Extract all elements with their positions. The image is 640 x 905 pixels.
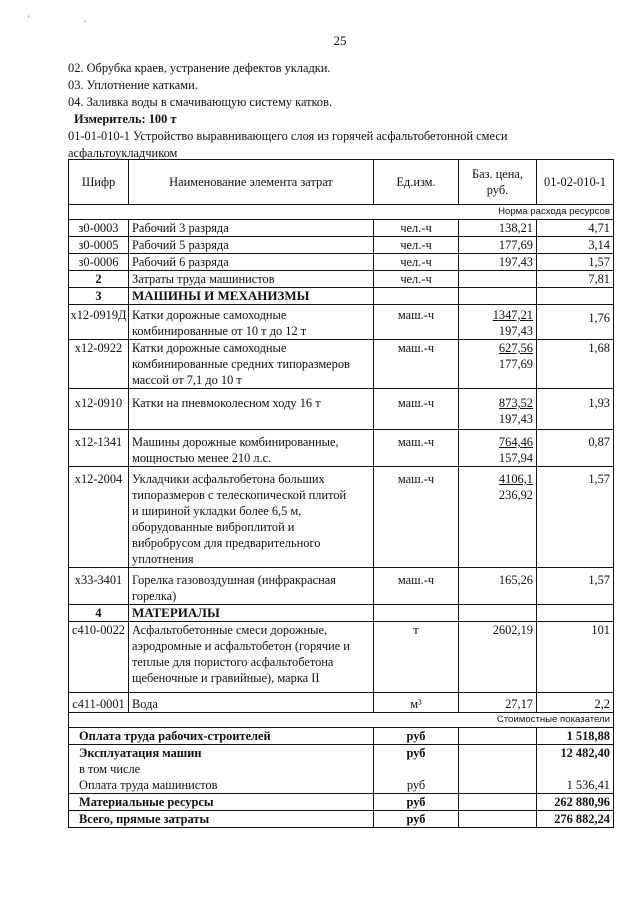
row-name: Рабочий 6 разряда — [129, 254, 374, 271]
table-row — [69, 622, 614, 693]
row-price: 177,69 — [459, 237, 537, 254]
price-machinist: 177,69 — [498, 357, 533, 371]
intro-block — [68, 60, 628, 162]
header-price — [459, 160, 537, 205]
total-unit: руб — [374, 794, 459, 811]
table-row — [69, 693, 614, 713]
section-title: МАТЕРИАЛЫ — [129, 605, 374, 622]
row-code: х33-3401 — [69, 568, 129, 605]
total-empty — [459, 728, 537, 745]
intro-line-1: 02. Обрубка краев, устранение дефектов укладки. — [68, 61, 331, 75]
name-line: теплые для пористого асфальтобетона — [132, 655, 334, 669]
machines-section-row — [69, 288, 614, 305]
row-value: 1,57 — [537, 254, 614, 271]
name-line: типоразмеров с телескопической плитой — [132, 488, 347, 502]
total-label: Оплата труда рабочих-строителей — [69, 728, 374, 745]
total-unit — [374, 761, 459, 777]
row-value: 2,2 — [537, 693, 614, 713]
page-number: 25 — [333, 33, 347, 48]
total-row — [69, 745, 614, 762]
intro-line-3: 04. Заливка воды в смачивающую систему катков. — [68, 95, 333, 109]
name-line: вибробрусом для предварительного — [132, 536, 321, 550]
row-value: 1,57 — [537, 467, 614, 568]
row-name — [129, 568, 374, 605]
row-price — [459, 271, 537, 288]
name-line: комбинированные средних типоразмеров — [132, 357, 350, 371]
row-code: с410-0022 — [69, 622, 129, 693]
total-unit: руб — [374, 728, 459, 745]
name-line: Горелка газовоздушная (инфракрасная — [132, 573, 336, 587]
row-name: Затраты труда машинистов — [129, 271, 374, 288]
header-name: Наименование элемента затрат — [129, 160, 374, 205]
row-code: з0-0003 — [69, 220, 129, 237]
row-price: 165,26 — [459, 568, 537, 605]
table-row — [69, 237, 614, 254]
row-code: х12-0922 — [69, 340, 129, 389]
intro-line-2: 03. Уплотнение катками. — [68, 78, 198, 92]
row-value: 1,93 — [537, 389, 614, 430]
total-unit: руб — [374, 745, 459, 762]
total-label: в том числе — [69, 761, 374, 777]
row-value: 0,87 — [537, 430, 614, 467]
row-code: х12-0919Д — [69, 305, 129, 340]
code-title: 01-01-010-1 Устройство выравнивающего слоя из горячей асфальтобетонной смеси — [68, 129, 508, 143]
name-line: Асфальтобетонные смеси дорожные, — [132, 623, 328, 637]
row-unit: т — [374, 622, 459, 693]
header-norm: 01-02-010-1 — [537, 160, 614, 205]
section-code: 4 — [69, 605, 129, 622]
price-machinist: 197,43 — [498, 324, 533, 338]
row-unit: м³ — [374, 693, 459, 713]
total-unit: руб — [374, 811, 459, 828]
code-title-cont: асфальтоукладчиком — [68, 146, 178, 160]
total-empty — [459, 745, 537, 762]
row-name: Рабочий 3 разряда — [129, 220, 374, 237]
row-name — [129, 622, 374, 693]
row-value: 3,14 — [537, 237, 614, 254]
table-row — [69, 568, 614, 605]
row-price — [459, 305, 537, 340]
row-price: 197,43 — [459, 254, 537, 271]
row-unit: маш.-ч — [374, 430, 459, 467]
total-empty — [459, 761, 537, 777]
total-row — [69, 761, 614, 777]
header-row — [69, 160, 614, 205]
row-name — [129, 389, 374, 430]
table-row — [69, 254, 614, 271]
name-line: Катки дорожные самоходные — [132, 341, 287, 355]
name-line: горелка) — [132, 589, 177, 603]
price-main: 1347,21 — [492, 308, 533, 322]
norm-caption: Норма расхода ресурсов — [69, 205, 614, 220]
name-line: комбинированные от 10 т до 12 т — [132, 324, 307, 338]
total-value: 12 482,40 — [537, 745, 614, 762]
name-line: массой от 7,1 до 10 т — [132, 373, 242, 387]
measure-unit: Измеритель: 100 т — [74, 112, 177, 126]
row-code: 2 — [69, 271, 129, 288]
row-code: з0-0005 — [69, 237, 129, 254]
name-line: Машины дорожные комбинированные, — [132, 435, 339, 449]
row-code: х12-2004 — [69, 467, 129, 568]
row-name: Вода — [129, 693, 374, 713]
row-value: 7,81 — [537, 271, 614, 288]
row-price: 2602,19 — [459, 622, 537, 693]
total-row — [69, 811, 614, 828]
price-main: 764,46 — [498, 435, 533, 449]
name-line: Катки на пневмоколесном ходу 16 т — [132, 396, 321, 410]
total-empty — [459, 777, 537, 794]
header-price-line2: руб. — [486, 183, 509, 197]
total-empty — [459, 794, 537, 811]
row-value: 1,57 — [537, 568, 614, 605]
price-machinist: 197,43 — [498, 412, 533, 426]
total-empty — [459, 811, 537, 828]
total-row — [69, 777, 614, 794]
row-name — [129, 305, 374, 340]
section-title: МАШИНЫ И МЕХАНИЗМЫ — [129, 288, 374, 305]
table-row — [69, 340, 614, 389]
total-label: Оплата труда машинистов — [69, 777, 374, 794]
total-label: Эксплуатация машин — [69, 745, 374, 762]
name-line: и шириной укладки более 6,5 м, — [132, 504, 302, 518]
row-unit: чел.-ч — [374, 271, 459, 288]
section-code: 3 — [69, 288, 129, 305]
header-code: Шифр — [69, 160, 129, 205]
row-name — [129, 430, 374, 467]
table-row — [69, 430, 614, 467]
materials-section-row — [69, 605, 614, 622]
row-value: 4,71 — [537, 220, 614, 237]
total-value: 1 518,88 — [537, 728, 614, 745]
price-machinist: 157,94 — [498, 451, 533, 465]
scan-marks: ' . — [28, 14, 113, 24]
table-row — [69, 305, 614, 340]
row-unit: маш.-ч — [374, 467, 459, 568]
total-label: Материальные ресурсы — [69, 794, 374, 811]
row-unit: маш.-ч — [374, 305, 459, 340]
cost-caption-row — [69, 713, 614, 728]
row-value: 1,68 — [537, 340, 614, 389]
price-main: 627,56 — [498, 341, 533, 355]
name-line: Укладчики асфальтобетона больших — [132, 472, 325, 486]
table-row — [69, 389, 614, 430]
table-row — [69, 467, 614, 568]
total-label: Всего, прямые затраты — [69, 811, 374, 828]
row-price: 138,21 — [459, 220, 537, 237]
row-unit: маш.-ч — [374, 340, 459, 389]
row-code: х12-1341 — [69, 430, 129, 467]
row-name — [129, 467, 374, 568]
name-line: оборудованные виброплитой и — [132, 520, 295, 534]
name-line: мощностью менее 210 л.с. — [132, 451, 272, 465]
total-value: 1 536,41 — [537, 777, 614, 794]
total-unit: руб — [374, 777, 459, 794]
row-unit: чел.-ч — [374, 237, 459, 254]
header-price-line1: Баз. цена, — [471, 167, 524, 181]
resource-table — [68, 159, 614, 828]
row-price — [459, 467, 537, 568]
total-value: 262 880,96 — [537, 794, 614, 811]
price-main: 4106,1 — [498, 472, 533, 486]
row-unit: чел.-ч — [374, 254, 459, 271]
name-line: щебеночные и гравийные), марка II — [132, 671, 320, 685]
total-value: 276 882,24 — [537, 811, 614, 828]
total-value — [537, 761, 614, 777]
row-code: з0-0006 — [69, 254, 129, 271]
row-price — [459, 430, 537, 467]
row-price: 27,17 — [459, 693, 537, 713]
header-unit: Ед.изм. — [374, 160, 459, 205]
row-value: 101 — [537, 622, 614, 693]
total-row — [69, 794, 614, 811]
row-unit: чел.-ч — [374, 220, 459, 237]
price-machinist: 236,92 — [498, 488, 533, 502]
row-name: Рабочий 5 разряда — [129, 237, 374, 254]
row-value: 1,76 — [537, 305, 614, 340]
table-row — [69, 220, 614, 237]
name-line: Катки дорожные самоходные — [132, 308, 287, 322]
row-unit: маш.-ч — [374, 568, 459, 605]
row-code: х12-0910 — [69, 389, 129, 430]
total-row — [69, 728, 614, 745]
row-unit: маш.-ч — [374, 389, 459, 430]
price-main: 873,52 — [498, 396, 533, 410]
row-price — [459, 340, 537, 389]
norm-caption-row — [69, 205, 614, 220]
name-line: аэродромные и асфальтобетон (горячие и — [132, 639, 350, 653]
row-name — [129, 340, 374, 389]
row-code: с411-0001 — [69, 693, 129, 713]
machinists-row — [69, 271, 614, 288]
name-line: уплотнения — [132, 552, 194, 566]
row-price — [459, 389, 537, 430]
cost-caption: Стоимостные показатели — [69, 713, 614, 728]
